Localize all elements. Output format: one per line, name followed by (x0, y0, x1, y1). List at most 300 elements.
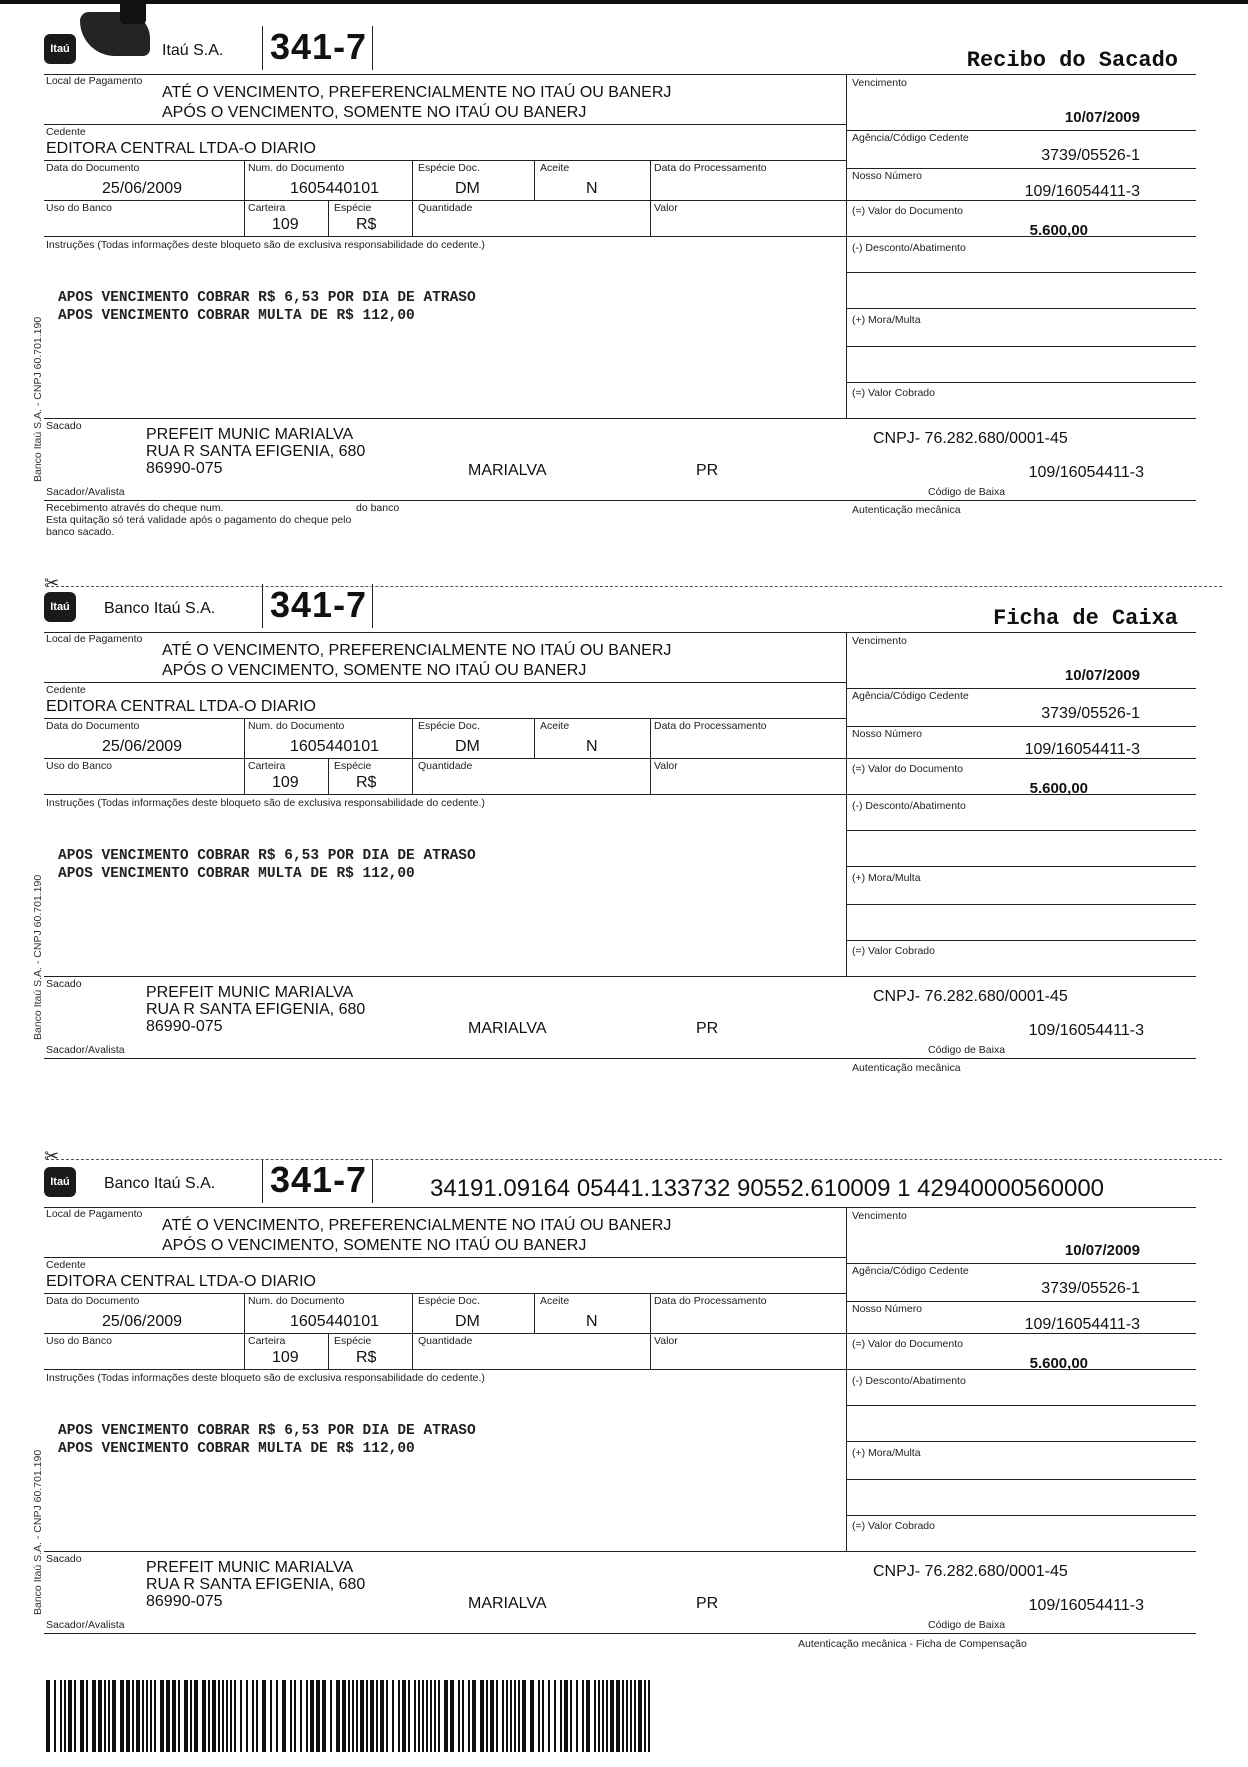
label-especie: Espécie (334, 1335, 372, 1347)
label-sacador-avalista: Sacador/Avalista (46, 486, 125, 498)
barcode-bar (408, 1680, 410, 1752)
barcode-bar (422, 1680, 424, 1752)
barcode-bar (356, 1680, 358, 1752)
header-divider (262, 1159, 263, 1203)
barcode-bar (184, 1680, 188, 1752)
label-cedente: Cedente (46, 684, 86, 696)
barcode-bar (160, 1680, 164, 1752)
label-vencimento: Vencimento (852, 635, 907, 647)
rule (328, 758, 329, 794)
sacado-cep: 86990-075 (146, 460, 223, 477)
barcode-bar (150, 1680, 152, 1752)
rule (44, 758, 1196, 759)
barcode-bar (342, 1680, 346, 1752)
label-aceite: Aceite (540, 162, 570, 174)
label-data-processamento: Data do Processamento (654, 720, 767, 732)
barcode-bar (444, 1680, 448, 1752)
barcode-bar (300, 1680, 302, 1752)
label-data-documento: Data do Documento (46, 162, 140, 174)
valor-documento-value: 5.600,00 (1029, 1355, 1088, 1372)
sacado-endereco: RUA R SANTA EFIGENIA, 680 (146, 1001, 366, 1018)
label-valor: Valor (654, 1335, 678, 1347)
nosso-numero-value: 109/16054411-3 (1024, 741, 1140, 758)
label-aceite: Aceite (540, 720, 570, 732)
barcode-bar (576, 1680, 578, 1752)
barcode-bar (490, 1680, 494, 1752)
label-instrucoes: Instruções (Todas informações deste bloqueto são de exclusiva responsabilidade do cedente.) (46, 239, 485, 251)
barcode-bar (46, 1680, 50, 1752)
instrucao-line-1: APOS VENCIMENTO COBRAR R$ 6,53 POR DIA DE ATRASO (58, 848, 476, 864)
aceite-value: N (586, 180, 598, 197)
rule (44, 1333, 1196, 1334)
barcode-bar (120, 1680, 124, 1752)
barcode-bar (538, 1680, 540, 1752)
barcode-bar (496, 1680, 498, 1752)
barcode-bar (380, 1680, 384, 1752)
barcode-bar (360, 1680, 364, 1752)
rule (846, 308, 1196, 309)
label-data-documento: Data do Documento (46, 720, 140, 732)
sacado-cnpj: CNPJ- 76.282.680/0001-45 (873, 430, 1068, 447)
barcode-bar (630, 1680, 632, 1752)
header-divider (372, 584, 373, 628)
barcode-bar (154, 1680, 156, 1752)
label-especie-doc: Espécie Doc. (418, 162, 480, 174)
num-documento-value: 1605440101 (290, 1313, 379, 1330)
barcode-bar (398, 1680, 400, 1752)
barcode-bar (458, 1680, 460, 1752)
barcode-bar (92, 1680, 96, 1752)
vencimento-value: 10/07/2009 (1064, 667, 1140, 684)
label-especie-doc: Espécie Doc. (418, 720, 480, 732)
barcode-bar (54, 1680, 56, 1752)
data-documento-value: 25/06/2009 (102, 180, 183, 197)
barcode-bar (290, 1680, 292, 1752)
especie-value: R$ (356, 1349, 377, 1366)
barcode-bar (306, 1680, 308, 1752)
nosso-numero-value: 109/16054411-3 (1024, 1316, 1140, 1333)
label-agencia: Agência/Código Cedente (852, 132, 969, 144)
header-divider (262, 26, 263, 70)
barcode-bar (648, 1680, 650, 1752)
local-pagamento-line-2: APÓS O VENCIMENTO, SOMENTE NO ITAÚ OU BANERJ (162, 1237, 587, 1254)
side-cnpj-text: Banco Itaú S.A. - CNPJ 60.701.190 (32, 1449, 44, 1615)
rule (846, 726, 1196, 727)
label-sacador-avalista: Sacador/Avalista (46, 1044, 125, 1056)
instrucao-line-1: APOS VENCIMENTO COBRAR R$ 6,53 POR DIA DE ATRASO (58, 1423, 476, 1439)
nosso-numero-value: 109/16054411-3 (1024, 183, 1140, 200)
boleto-slip (0, 12, 1248, 572)
label-especie-doc: Espécie Doc. (418, 1295, 480, 1307)
rule (44, 236, 1196, 237)
especie-value: R$ (356, 216, 377, 233)
barcode-bar (480, 1680, 484, 1752)
rule (846, 830, 1196, 831)
barcode-bar (336, 1680, 340, 1752)
recebimento-line-1: Recebimento através do cheque num. (46, 502, 224, 514)
label-num-documento: Num. do Documento (248, 162, 345, 174)
label-codigo-baixa: Código de Baixa (928, 486, 1006, 498)
sacado-endereco: RUA R SANTA EFIGENIA, 680 (146, 1576, 366, 1593)
barcode-bar (548, 1680, 550, 1752)
especie-doc-value: DM (455, 738, 480, 755)
barcode-bar (256, 1680, 258, 1752)
label-valor-cobrado: (=) Valor Cobrado (852, 1520, 935, 1532)
barcode-bar (218, 1680, 220, 1752)
rule (244, 1293, 245, 1369)
barcode-bar (126, 1680, 130, 1752)
data-documento-value: 25/06/2009 (102, 738, 183, 755)
header-divider (372, 26, 373, 70)
rule (44, 718, 846, 719)
barcode-bar (506, 1680, 508, 1752)
barcode-bar (570, 1680, 572, 1752)
barcode-bar (234, 1680, 236, 1752)
barcode-bar (392, 1680, 394, 1752)
barcode-bar (172, 1680, 176, 1752)
label-nosso-numero: Nosso Número (852, 170, 923, 182)
barcode-bar (610, 1680, 614, 1752)
recebimento-line-2: Esta quitação só terá validade após o pagamento do cheque pelo (46, 514, 352, 526)
side-cnpj-text: Banco Itaú S.A. - CNPJ 60.701.190 (32, 316, 44, 482)
scissors-icon: ✂ (44, 573, 60, 593)
rule (846, 130, 1196, 131)
cedente-value: EDITORA CENTRAL LTDA-O DIARIO (46, 698, 316, 715)
label-vencimento: Vencimento (852, 77, 907, 89)
label-sacado: Sacado (46, 1553, 82, 1565)
boleto-slip (0, 570, 1248, 1130)
barcode-bar (438, 1680, 440, 1752)
label-instrucoes: Instruções (Todas informações deste bloqueto são de exclusiva responsabilidade do cedente.) (46, 797, 485, 809)
sacado-cidade: MARIALVA (468, 462, 547, 479)
label-data-processamento: Data do Processamento (654, 1295, 767, 1307)
rule (44, 1551, 1196, 1552)
label-cedente: Cedente (46, 126, 86, 138)
label-num-documento: Num. do Documento (248, 1295, 345, 1307)
barcode-bar (472, 1680, 476, 1752)
linha-digitavel: 34191.09164 05441.133732 90552.610009 1 42940000560000 (430, 1175, 1105, 1202)
barcode-bar (622, 1680, 624, 1752)
rule (328, 1333, 329, 1369)
barcode-bar (136, 1680, 140, 1752)
barcode-bar (310, 1680, 314, 1752)
cedente-value: EDITORA CENTRAL LTDA-O DIARIO (46, 1273, 316, 1290)
carteira-value: 109 (272, 774, 299, 791)
rule (412, 160, 413, 236)
rule (846, 1301, 1196, 1302)
rule (44, 1369, 1196, 1370)
barcode-bar (634, 1680, 636, 1752)
barcode-bar (426, 1680, 428, 1752)
barcode-bar (166, 1680, 170, 1752)
label-uso-banco: Uso do Banco (46, 760, 112, 772)
rule (846, 346, 1196, 347)
barcode-bar (430, 1680, 432, 1752)
barcode-bar (468, 1680, 470, 1752)
itau-logo-icon: Itaú (44, 592, 76, 622)
sacado-nome: PREFEIT MUNIC MARIALVA (146, 984, 354, 1001)
barcode-bar (80, 1680, 84, 1752)
barcode-bar (212, 1680, 216, 1752)
label-vencimento: Vencimento (852, 1210, 907, 1222)
rule (846, 1515, 1196, 1516)
rule (534, 1293, 535, 1333)
barcode-bar (530, 1680, 534, 1752)
rule (44, 160, 846, 161)
rule (44, 124, 846, 125)
label-desconto: (-) Desconto/Abatimento (852, 1375, 966, 1387)
rule (846, 632, 847, 976)
barcode-bar (202, 1680, 206, 1752)
barcode-bar (414, 1680, 416, 1752)
rule (44, 976, 1196, 977)
local-pagamento-line-1: ATÉ O VENCIMENTO, PREFERENCIALMENTE NO ITAÚ OU BANERJ (162, 642, 672, 659)
sacado-cidade: MARIALVA (468, 1020, 547, 1037)
rule (846, 940, 1196, 941)
rule (846, 904, 1196, 905)
rule (44, 74, 1196, 75)
num-documento-value: 1605440101 (290, 180, 379, 197)
rule (846, 1207, 847, 1551)
barcode-bar (194, 1680, 198, 1752)
rule (846, 688, 1196, 689)
label-mora-multa: (+) Mora/Multa (852, 314, 921, 326)
especie-value: R$ (356, 774, 377, 791)
barcode-bar (554, 1680, 556, 1752)
label-agencia: Agência/Código Cedente (852, 690, 969, 702)
barcode-bar (112, 1680, 116, 1752)
sacado-uf: PR (696, 462, 719, 479)
codigo-baixa-value: 109/16054411-3 (1028, 1597, 1144, 1614)
barcode-bar (240, 1680, 242, 1752)
itau-logo-icon: Itaú (44, 34, 76, 64)
sacado-endereco: RUA R SANTA EFIGENIA, 680 (146, 443, 366, 460)
barcode-bar (616, 1680, 620, 1752)
rule (534, 718, 535, 758)
label-local-pagamento: Local de Pagamento (46, 633, 143, 645)
rule (44, 1058, 1196, 1059)
barcode-bar (418, 1680, 420, 1752)
vencimento-value: 10/07/2009 (1064, 1242, 1140, 1259)
label-mora-multa: (+) Mora/Multa (852, 1447, 921, 1459)
barcode-bar (542, 1680, 544, 1752)
carteira-value: 109 (272, 1349, 299, 1366)
label-especie: Espécie (334, 760, 372, 772)
label-agencia: Agência/Código Cedente (852, 1265, 969, 1277)
instrucao-line-2: APOS VENCIMENTO COBRAR MULTA DE R$ 112,00 (58, 1441, 415, 1457)
label-local-pagamento: Local de Pagamento (46, 75, 143, 87)
sacado-nome: PREFEIT MUNIC MARIALVA (146, 426, 354, 443)
barcode-bar (86, 1680, 88, 1752)
barcode-bar (644, 1680, 646, 1752)
barcode-bar (402, 1680, 406, 1752)
label-codigo-baixa: Código de Baixa (928, 1619, 1006, 1631)
instrucao-line-1: APOS VENCIMENTO COBRAR R$ 6,53 POR DIA DE ATRASO (58, 290, 476, 306)
label-valor: Valor (654, 760, 678, 772)
cut-line (46, 586, 1222, 587)
label-valor-cobrado: (=) Valor Cobrado (852, 387, 935, 399)
barcode-bar (502, 1680, 504, 1752)
barcode-bar (586, 1680, 590, 1752)
rule (44, 1257, 846, 1258)
rule (846, 1405, 1196, 1406)
sacado-uf: PR (696, 1595, 719, 1612)
barcode-icon (46, 1680, 652, 1752)
autenticacao-mecanica: Autenticação mecânica (852, 504, 961, 516)
autenticacao-mecanica: Autenticação mecânica - Ficha de Compensação (798, 1638, 1027, 1650)
agencia-value: 3739/05526-1 (1041, 1280, 1140, 1297)
data-documento-value: 25/06/2009 (102, 1313, 183, 1330)
codigo-baixa-value: 109/16054411-3 (1028, 464, 1144, 481)
codigo-baixa-value: 109/16054411-3 (1028, 1022, 1144, 1039)
bank-name: Banco Itaú S.A. (104, 1175, 216, 1192)
label-data-documento: Data do Documento (46, 1295, 140, 1307)
label-carteira: Carteira (248, 1335, 286, 1347)
barcode-bar (606, 1680, 608, 1752)
rule (244, 718, 245, 794)
barcode-bar (230, 1680, 232, 1752)
rule (650, 160, 651, 236)
cut-line (46, 1159, 1222, 1160)
barcode-bar (146, 1680, 148, 1752)
aceite-value: N (586, 738, 598, 755)
barcode-bar (462, 1680, 464, 1752)
label-desconto: (-) Desconto/Abatimento (852, 800, 966, 812)
barcode-bar (602, 1680, 604, 1752)
barcode-bar (222, 1680, 224, 1752)
especie-doc-value: DM (455, 1313, 480, 1330)
bank-code: 341-7 (270, 584, 368, 625)
barcode-bar (142, 1680, 144, 1752)
header-divider (372, 1159, 373, 1203)
label-desconto: (-) Desconto/Abatimento (852, 242, 966, 254)
rule (44, 500, 1196, 501)
barcode-bar (64, 1680, 66, 1752)
label-valor-documento: (=) Valor do Documento (852, 1338, 963, 1350)
rule (412, 718, 413, 794)
label-mora-multa: (+) Mora/Multa (852, 872, 921, 884)
rule (44, 1633, 1196, 1634)
instrucao-line-2: APOS VENCIMENTO COBRAR MULTA DE R$ 112,00 (58, 866, 415, 882)
barcode-bar (598, 1680, 600, 1752)
label-uso-banco: Uso do Banco (46, 202, 112, 214)
boleto-slip (0, 1145, 1248, 1705)
barcode-bar (510, 1680, 512, 1752)
barcode-bar (370, 1680, 374, 1752)
label-sacado: Sacado (46, 978, 82, 990)
local-pagamento-line-1: ATÉ O VENCIMENTO, PREFERENCIALMENTE NO ITAÚ OU BANERJ (162, 1217, 672, 1234)
rule (650, 1293, 651, 1369)
sacado-cidade: MARIALVA (468, 1595, 547, 1612)
barcode-bar (270, 1680, 272, 1752)
rule (44, 200, 1196, 201)
carteira-value: 109 (272, 216, 299, 233)
agencia-value: 3739/05526-1 (1041, 705, 1140, 722)
barcode-bar (108, 1680, 110, 1752)
slip-title: Ficha de Caixa (993, 606, 1178, 631)
barcode-bar (386, 1680, 388, 1752)
rule (412, 1293, 413, 1369)
label-especie: Espécie (334, 202, 372, 214)
rule (44, 682, 846, 683)
barcode-bar (282, 1680, 286, 1752)
sacado-cep: 86990-075 (146, 1018, 223, 1035)
barcode-bar (348, 1680, 350, 1752)
rule (846, 1441, 1196, 1442)
itau-logo-icon: Itaú (44, 1167, 76, 1197)
label-valor: Valor (654, 202, 678, 214)
num-documento-value: 1605440101 (290, 738, 379, 755)
recebimento-do-banco: do banco (356, 502, 400, 514)
aceite-value: N (586, 1313, 598, 1330)
barcode-bar (626, 1680, 628, 1752)
barcode-bar (252, 1680, 254, 1752)
barcode-bar (322, 1680, 326, 1752)
label-num-documento: Num. do Documento (248, 720, 345, 732)
label-quantidade: Quantidade (418, 1335, 473, 1347)
sacado-cep: 86990-075 (146, 1593, 223, 1610)
sacado-uf: PR (696, 1020, 719, 1037)
barcode-bar (294, 1680, 296, 1752)
rule (846, 866, 1196, 867)
barcode-bar (638, 1680, 642, 1752)
barcode-bar (434, 1680, 436, 1752)
barcode-bar (366, 1680, 368, 1752)
barcode-bar (352, 1680, 354, 1752)
autenticacao-mecanica: Autenticação mecânica (852, 1062, 961, 1074)
barcode-bar (522, 1680, 526, 1752)
rule (846, 382, 1196, 383)
barcode-bar (560, 1680, 562, 1752)
label-carteira: Carteira (248, 202, 286, 214)
barcode-bar (486, 1680, 488, 1752)
barcode-bar (316, 1680, 320, 1752)
rule (846, 168, 1196, 169)
barcode-bar (132, 1680, 134, 1752)
label-data-processamento: Data do Processamento (654, 162, 767, 174)
rule (44, 1293, 846, 1294)
barcode-bar (330, 1680, 332, 1752)
label-sacado: Sacado (46, 420, 82, 432)
barcode-bar (68, 1680, 72, 1752)
label-carteira: Carteira (248, 760, 286, 772)
header-divider (262, 584, 263, 628)
rule (244, 160, 245, 236)
barcode-bar (276, 1680, 278, 1752)
label-local-pagamento: Local de Pagamento (46, 1208, 143, 1220)
sacado-cnpj: CNPJ- 76.282.680/0001-45 (873, 988, 1068, 1005)
rule (846, 1479, 1196, 1480)
instrucao-line-2: APOS VENCIMENTO COBRAR MULTA DE R$ 112,00 (58, 308, 415, 324)
recebimento-line-3: banco sacado. (46, 526, 115, 538)
label-codigo-baixa: Código de Baixa (928, 1044, 1006, 1056)
sacado-nome: PREFEIT MUNIC MARIALVA (146, 1559, 354, 1576)
bank-code: 341-7 (270, 1159, 368, 1200)
label-uso-banco: Uso do Banco (46, 1335, 112, 1347)
rule (846, 272, 1196, 273)
barcode-bar (262, 1680, 266, 1752)
label-quantidade: Quantidade (418, 760, 473, 772)
barcode-bar (450, 1680, 454, 1752)
valor-documento-value: 5.600,00 (1029, 222, 1088, 239)
label-valor-cobrado: (=) Valor Cobrado (852, 945, 935, 957)
label-sacador-avalista: Sacador/Avalista (46, 1619, 125, 1631)
rule (44, 632, 1196, 633)
local-pagamento-line-2: APÓS O VENCIMENTO, SOMENTE NO ITAÚ OU BANERJ (162, 662, 587, 679)
label-valor-documento: (=) Valor do Documento (852, 205, 963, 217)
label-valor-documento: (=) Valor do Documento (852, 763, 963, 775)
cedente-value: EDITORA CENTRAL LTDA-O DIARIO (46, 140, 316, 157)
